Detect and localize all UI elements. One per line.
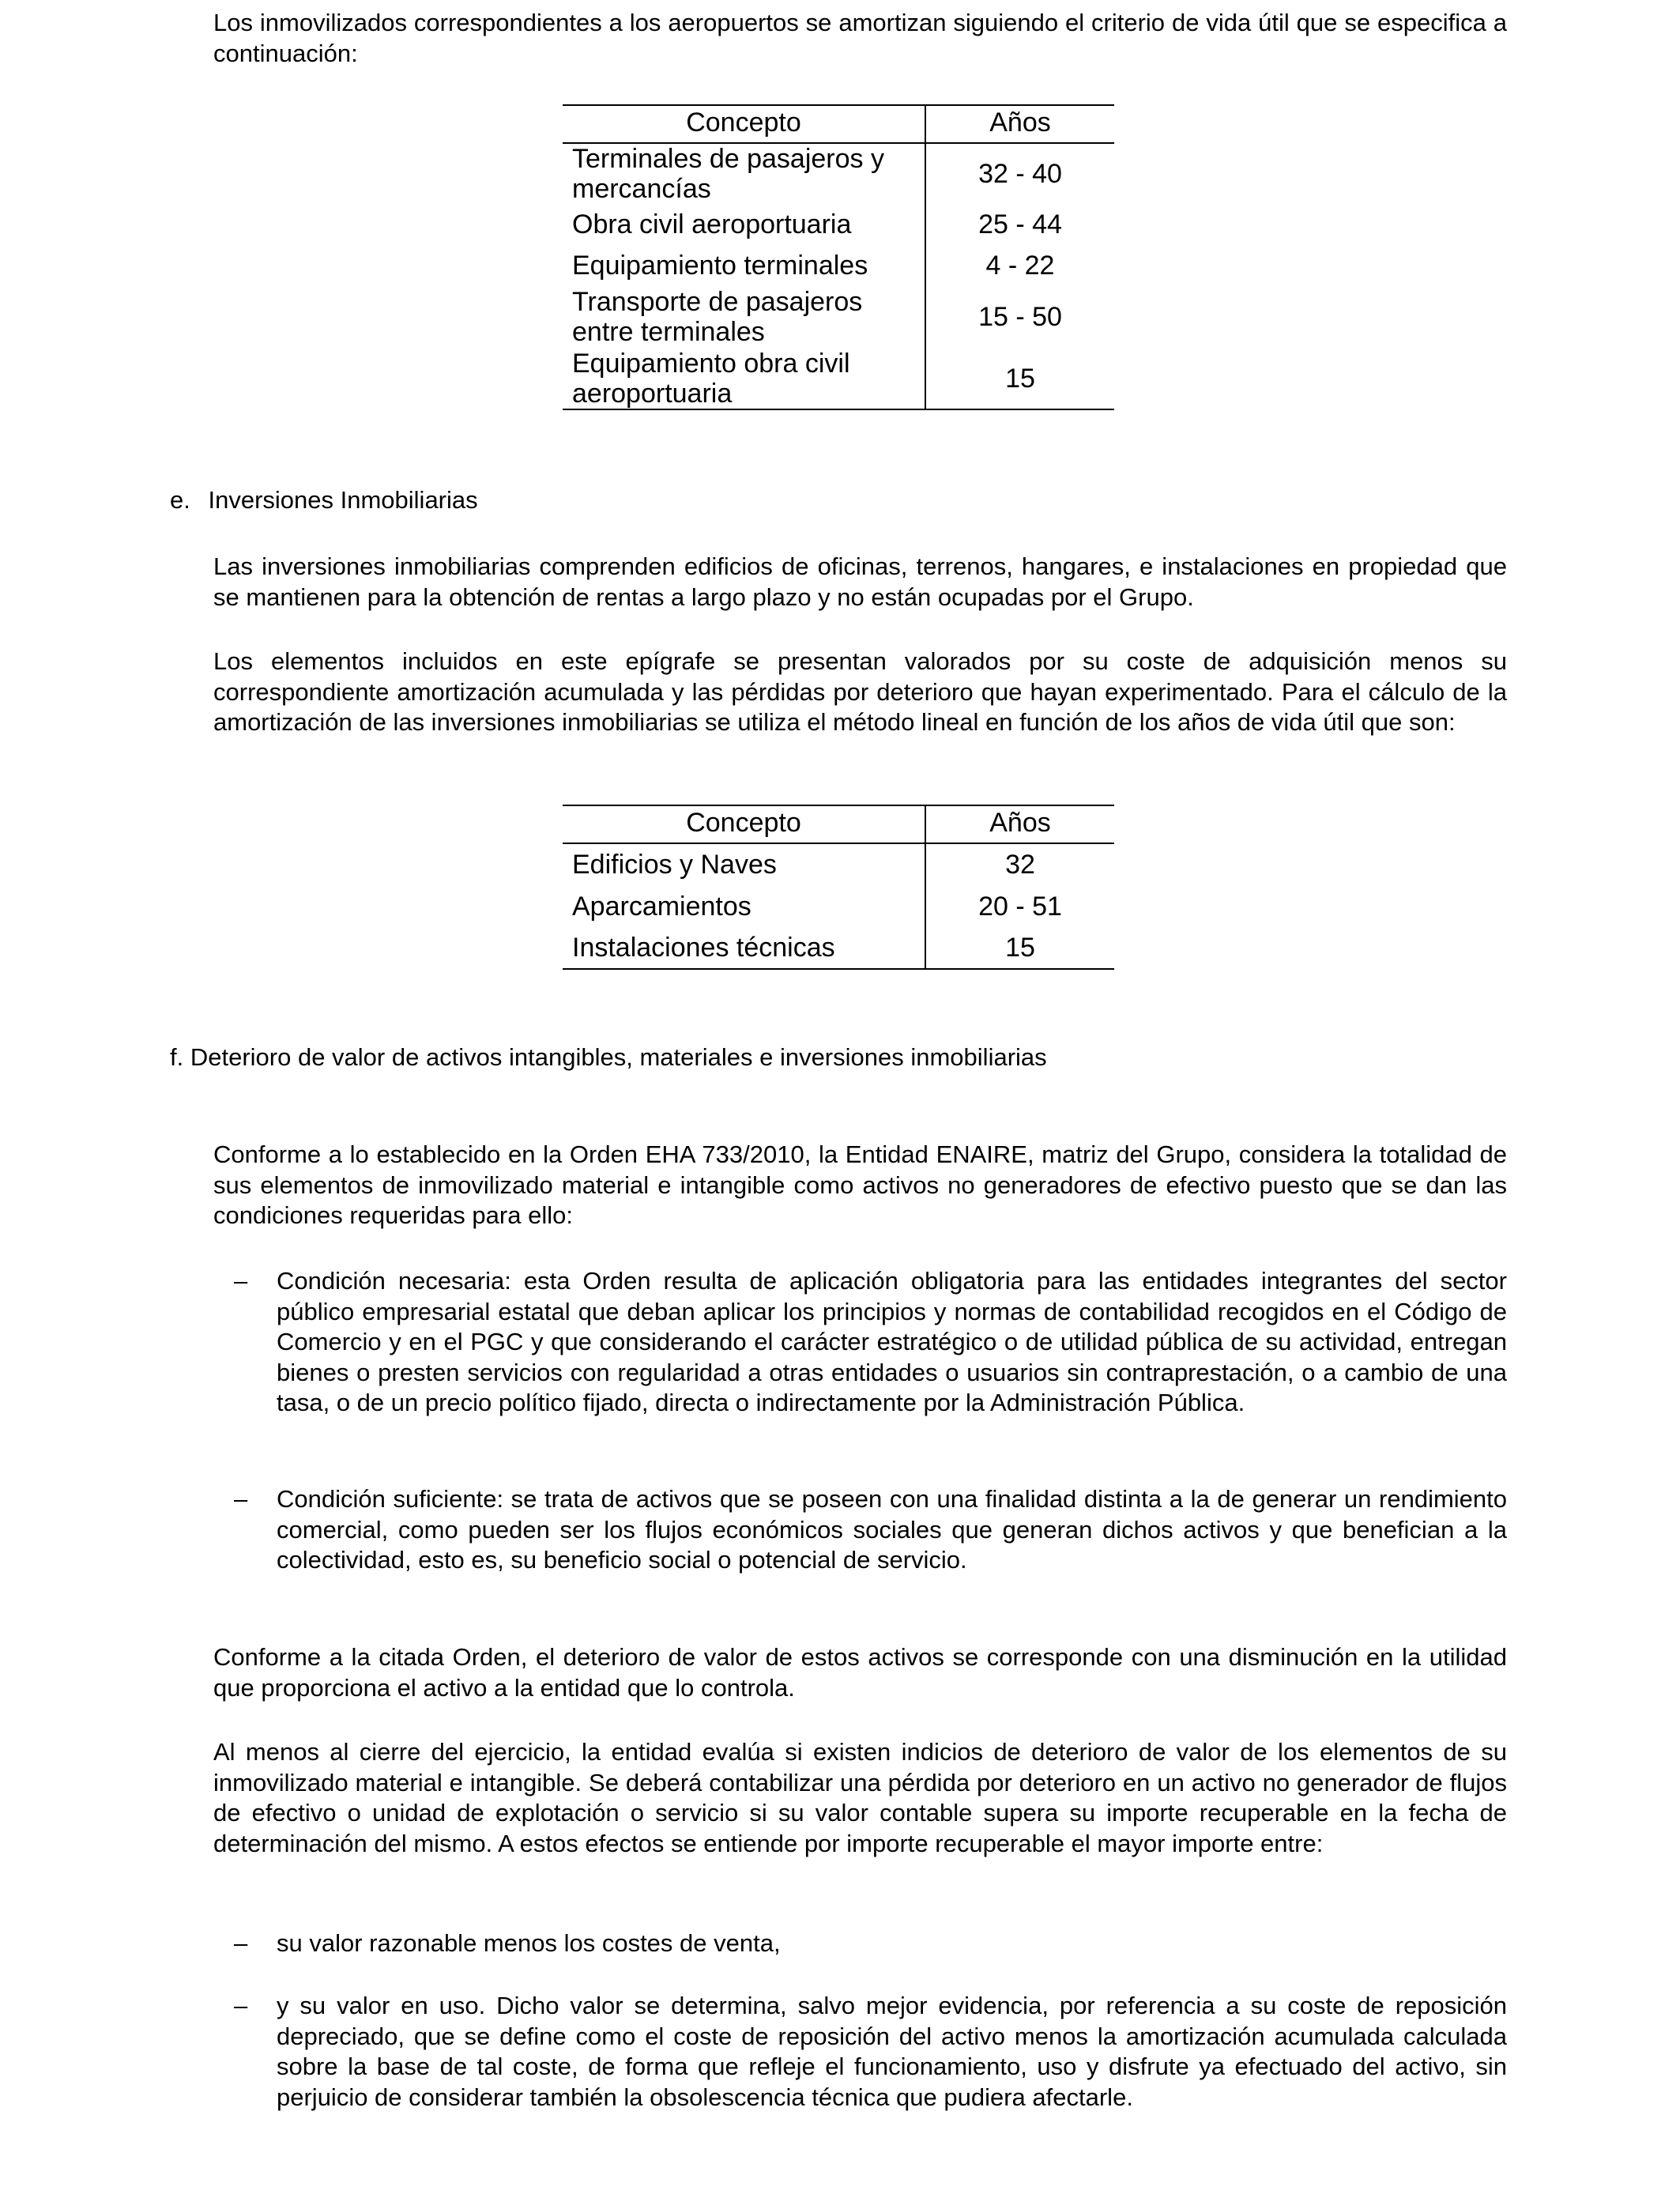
section-f-paragraph-3: Al menos al cierre del ejercicio, la entidad evalúa si existen indicios de deterioro de valor de los elementos de su inmovilizado material e intangible. Se deberá contabilizar una pérdida por deterioro en un activo no generador de flujos de efectivo o unidad de explotación o servicio si su valor contable supera su importe recuperable en la fecha de determinación del mismo. A estos efectos se entiende por importe recuperable el mayor importe entre: [213,1738,1507,1857]
table-row [563,348,1114,409]
table-cell-years: 15 - 50 [978,302,1062,332]
intro-paragraph: Los inmovilizados correspondientes a los aeropuertos se amortizan siguiendo el criterio de vida útil que se especifica a continuación: [213,9,1507,67]
table-cell-concept: Terminales de pasajeros y mercancías [563,143,925,204]
table-cell-years: 20 - 51 [978,891,1062,922]
bullet-text-condicion-necesaria: Condición necesaria: esta Orden resulta de aplicación obligatoria para las entidades integrantes del sector público empresarial estatal que deban aplicar los principios y normas de contabilidad recogidos en el Código de Comercio y en el PGC y que considerando el carácter estratégico o de utilidad pública de su actividad, entregan bienes o presten servicios con regularidad a otras entidades o usuarios sin contraprestación, o a cambio de una tasa, o de un precio político fijado, directa o indirectamente por la Administración Pública. [277,1267,1507,1416]
useful-life-table-real-estate [563,805,1114,970]
bullet-text-valor-en-uso: y su valor en uso. Dicho valor se determina, salvo mejor evidencia, por referencia a su coste de reposición depreciado, que se define como el coste de reposición del activo menos la amortización acumulada calculada sobre la base de tal coste, de forma que refleje el funcionamiento, uso y disfrute ya efectuado del activo, sin perjuicio de considerar también la obsolescencia técnica que pudiera afectarle. [277,1992,1507,2111]
section-f-heading: f. Deterioro de valor de activos intangibles, materiales e inversiones inmobiliarias [170,1043,1047,1071]
useful-life-table-airports [563,104,1114,410]
table-row [563,245,1114,286]
table-cell-concept: Equipamiento terminales [563,245,925,286]
table-row [563,286,1114,348]
table-header-years: Años [925,805,1114,843]
table-cell-concept: Equipamiento obra civil aeroportuaria [563,348,925,409]
dash-bullet: – [234,1267,248,1295]
table-cell-years: 32 [1005,850,1035,880]
section-f-paragraph-1: Conforme a lo establecido en la Orden EHA 733/2010, la Entidad ENAIRE, matriz del Grupo, considera la totalidad de sus elementos de inmovilizado material e intangible como activos no generadores de efectivo puesto que se dan las condiciones requeridas para ello: [213,1140,1507,1229]
table-cell-years: 15 [1005,363,1035,394]
table-cell-concept: Transporte de pasajeros entre terminales [563,286,925,348]
table-cell-concept: Instalaciones técnicas [563,927,925,969]
table-row [563,143,1114,204]
table-cell-years: 15 [1005,933,1035,963]
table-row [563,204,1114,245]
section-e-paragraph-2: Los elementos incluidos en este epígrafe se presentan valorados por su coste de adquisición menos su correspondiente amortización acumulada y las pérdidas por deterioro que hayan experimentado. Para el cálculo de la amortización de las inversiones inmobiliarias se utiliza el método lineal en función de los años de vida útil que son: [213,647,1507,736]
dash-bullet: – [234,1929,248,1957]
section-e-heading [170,485,478,515]
section-e-title: Inversiones Inmobiliarias [208,486,478,514]
table-cell-years: 32 - 40 [978,159,1062,189]
table-cell-concept: Aparcamientos [563,885,925,927]
table-cell-concept: Edificios y Naves [563,843,925,885]
table-header-years: Años [925,105,1114,143]
section-e-letter: e. [170,486,190,514]
table-row [563,843,1114,885]
bullet-text-valor-razonable: su valor razonable menos los costes de venta, [277,1929,781,1957]
dash-bullet: – [234,1992,248,2019]
table-header-concept: Concepto [563,105,925,143]
table-row [563,927,1114,969]
table-cell-concept: Obra civil aeroportuaria [563,204,925,245]
table-cell-years: 25 - 44 [978,209,1062,239]
table-cell-years: 4 - 22 [985,251,1055,281]
dash-bullet: – [234,1485,248,1513]
section-e-paragraph-1: Las inversiones inmobiliarias comprenden edificios de oficinas, terrenos, hangares, e instalaciones en propiedad que se mantienen para la obtención de rentas a largo plazo y no están ocupadas por el Grupo. [213,552,1507,611]
bullet-text-condicion-suficiente: Condición suficiente: se trata de activos que se poseen con una finalidad distinta a la de generar un rendimiento comercial, como pueden ser los flujos económicos sociales que generan dichos activos y que benefician a la colectividad, esto es, su beneficio social o potencial de servicio. [277,1485,1507,1574]
section-f-paragraph-2: Conforme a la citada Orden, el deterioro de valor de estos activos se corresponde con una disminución en la utilidad que proporciona el activo a la entidad que lo controla. [213,1643,1507,1702]
table-header-concept: Concepto [563,805,925,843]
table-row [563,885,1114,927]
